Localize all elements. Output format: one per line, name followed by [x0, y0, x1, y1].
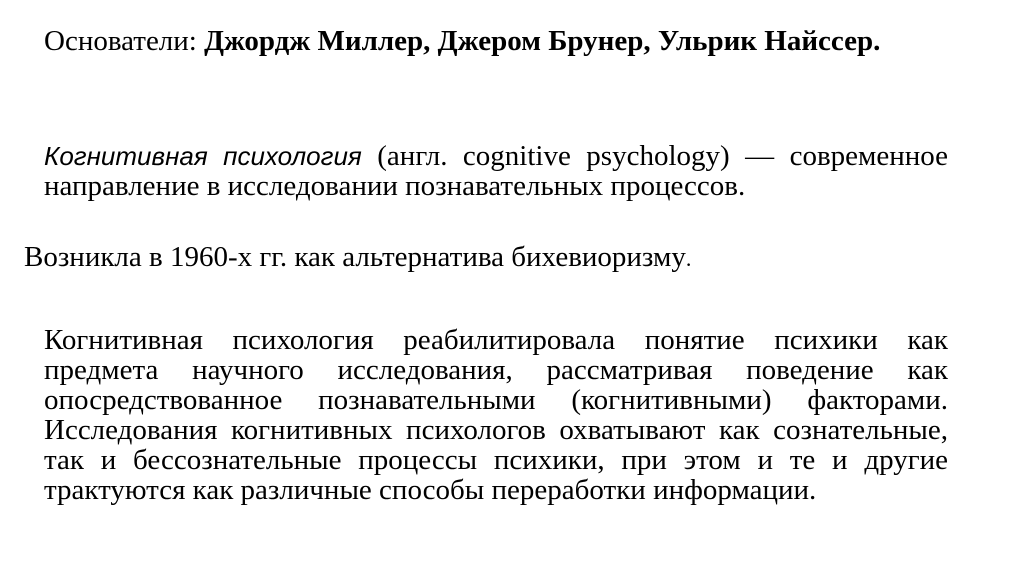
definition-paragraph [44, 141, 948, 201]
founders-label: Основатели: [44, 25, 197, 57]
founders-names: Джордж Миллер, Джером Брунер, Ульрик Найссер. [204, 25, 881, 57]
origin-paragraph [24, 242, 964, 274]
description-paragraph [44, 325, 948, 505]
origin-period: . [685, 246, 692, 271]
definition-text: (англ. cognitive psychology) — современное направление в исследовании познавательных процессов. [44, 140, 948, 202]
description-text: Когнитивная психология реабилитировала понятие психики как предмета научного исследования, рассматривая поведение как опосредствованное познавательными (когнитивными) факторами. Исследования когнитивных психологов охватывают как сознательные, так и бессознательные процессы психики, при этом и те и другие трактуются как различные способы переработки информации. [44, 324, 948, 506]
origin-text: Возникла в 1960-х гг. как альтернатива бихевиоризму [24, 241, 686, 273]
definition-term: Когнитивная психология [44, 141, 362, 171]
founders-paragraph [44, 26, 948, 56]
